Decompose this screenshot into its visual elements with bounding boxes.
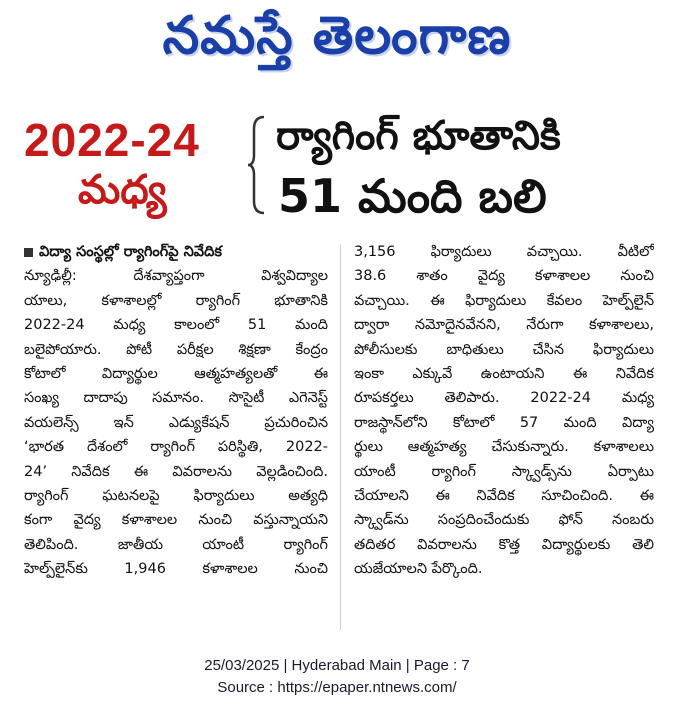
article-line: సంఖ్య దాదాపు సమానం. సొసైటీ ఎగెనెస్ట్ <box>24 390 328 407</box>
article-line: స్క్వాడ్‌ను సంప్రదించేందుకు ఫోన్ నంబరు <box>354 512 654 529</box>
article-line: 2022-24 మధ్య కాలంలో 51 మంది <box>24 317 328 334</box>
article-line: ర్యాగింగ్ ఘటనలపై ఫిర్యాదులు అత్యధి <box>24 488 328 505</box>
article-line: 3,156 ఫిర్యాదులు వచ్చాయి. వీటిలో <box>354 244 654 260</box>
article-column-right <box>354 240 654 582</box>
article-line: 38.6 శాతం వైద్య కళాశాలల నుంచి <box>354 268 654 285</box>
article-subheading: విద్యా సంస్థల్లో ర్యాగింగ్‌పై నివేదిక <box>24 240 328 264</box>
headline-title-line2: 51 మంది బలి <box>278 169 547 223</box>
article-line: న్యూఢిల్లీ: దేశవ్యాప్తంగా విశ్వవిద్యాల <box>24 268 328 285</box>
article-line: చేయాలని ఈ నివేదిక సూచించింది. ఈ <box>354 488 654 505</box>
article-line: ద్వారా నమోదైనవేనని, నేరుగా కళాశాలలు, <box>354 317 654 334</box>
headline-block <box>18 105 658 230</box>
page-footer <box>0 655 674 699</box>
article-line: కోటాలో విద్యార్థుల ఆత్మహత్యలతో ఈ <box>24 366 328 383</box>
article-line: తెలిపింది. జాతీయ యాంటీ ర్యాగింగ్ <box>24 536 328 553</box>
article-line: రూపకర్తలు తెలిపారు. 2022-24 మధ్య <box>354 390 654 407</box>
column-divider <box>340 244 341 630</box>
newspaper-masthead <box>0 0 674 88</box>
footer-date-edition: 25/03/2025 | Hyderabad Main | Page : 7 <box>204 657 470 674</box>
article-line: యజేయాలని పేర్కొంది. <box>354 561 483 578</box>
article-line: హెల్ప్‌లైన్‌కు 1,946 కళాశాలల నుంచి <box>24 561 328 578</box>
curly-bracket-icon <box>246 115 268 215</box>
article-line: కంగా వైద్య కళాశాలల నుంచి వస్తున్నాయని <box>24 512 328 529</box>
article-line: వచ్చాయి. ఈ ఫిర్యాదులు కేవలం హెల్ప్‌లైన్ <box>354 292 654 309</box>
article-column-left <box>24 240 328 582</box>
article-line: వయలెన్స్ ఇన్ ఎడ్యుకేషన్ ప్రచురించిన <box>24 414 328 431</box>
article-line: తదితర వివరాలను కొత్త విద్యార్థులకు తెలి <box>354 536 654 553</box>
article-line: యాంటీ ర్యాగింగ్ స్క్వాడ్స్‌ను ఏర్పాటు <box>354 463 654 480</box>
masthead-title: నమస్తే తెలంగాణ <box>162 6 512 66</box>
article-line: బలైపోయారు. పోటీ పరీక్షల శిక్షణా కేంద్రం <box>24 341 328 358</box>
article-line: యాలు, కళాశాలల్లో ర్యాగింగ్ భూతానికి <box>24 292 328 309</box>
headline-years: 2022-24 <box>24 114 200 166</box>
article-line: రాజస్థాన్‌లోని కోటాలో 57 మంది విద్యా <box>354 414 654 431</box>
headline-between: మధ్య <box>78 167 167 213</box>
bullet-icon <box>24 248 33 257</box>
article-line: ఇంకా ఎక్కువే ఉంటాయని ఈ నివేదిక <box>354 366 654 383</box>
article-line: ‘భారత దేశంలో ర్యాగింగ్ పరిస్థితి, 2022- <box>24 439 328 456</box>
article-line: ర్థులు ఆత్మహత్య చేసుకున్నారు. కళాశాలలు <box>354 439 654 456</box>
article-line: పోలీసులకు బాధితులు చేసిన ఫిర్యాదులు <box>354 341 654 358</box>
headline-title-line1: ర్యాగింగ్ భూతానికి <box>276 113 561 159</box>
footer-source: Source : https://epaper.ntnews.com/ <box>217 679 457 696</box>
article-line: 24’ నివేదిక ఈ వివరాలను వెల్లడించింది. <box>24 463 328 480</box>
